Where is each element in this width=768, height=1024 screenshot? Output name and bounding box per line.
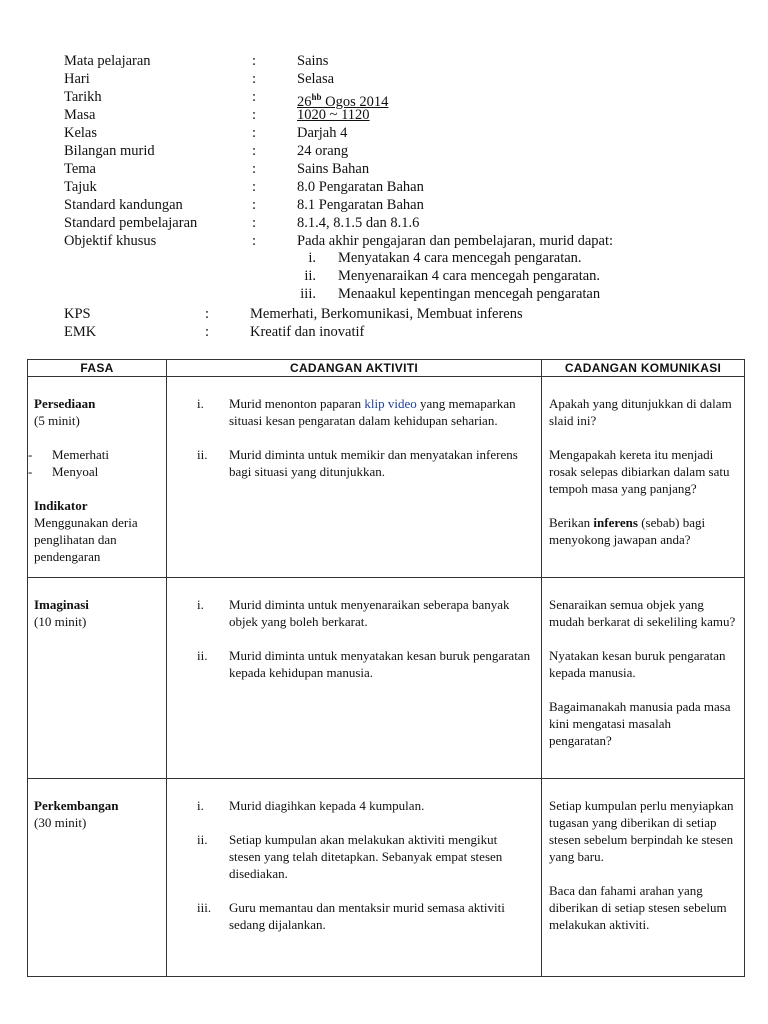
aktiviti-cell <box>167 578 542 779</box>
komunikasi-cell <box>542 779 745 977</box>
header-value: Pada akhir pengajaran dan pembelajaran, murid dapat: <box>297 233 614 249</box>
header-value: Sains Bahan <box>297 161 370 177</box>
fasa-time: (30 minit) <box>34 815 87 830</box>
header-value: 1020 ~ 1120 <box>297 107 370 123</box>
objective-number: i. <box>308 250 316 266</box>
activity-number: i. <box>197 597 204 612</box>
komunikasi-text <box>549 514 736 548</box>
header-colon: : <box>252 215 257 231</box>
table-row <box>28 578 745 779</box>
klip-video-link[interactable]: klip video <box>364 396 417 411</box>
date-rest: Ogos 2014 <box>321 93 389 110</box>
activity-text: Setiap kumpulan akan melakukan aktiviti mengikut stesen yang telah ditetapkan. Sebanyak empat stesen disediakan. <box>229 832 503 881</box>
header-colon: : <box>252 53 257 69</box>
activity-item <box>173 797 535 814</box>
komunikasi-text-part: Berikan <box>549 515 594 530</box>
komunikasi-text: Senaraikan semua objek yang mudah berkarat di sekeliling kamu? <box>549 597 736 629</box>
table-row <box>28 779 745 977</box>
activity-number: iii. <box>197 900 212 915</box>
header-colon: : <box>252 179 257 195</box>
komunikasi-text: Apakah yang ditunjukkan di dalam slaid ini? <box>549 396 732 428</box>
lesson-plan-table <box>27 359 745 977</box>
header-label: Tajuk <box>64 179 97 195</box>
table-header-row <box>28 360 745 377</box>
fasa-name: Persediaan <box>34 396 96 411</box>
fasa-time: (5 minit) <box>34 413 80 428</box>
header-colon: : <box>252 89 257 105</box>
activity-item <box>173 831 535 882</box>
inferens-bold: inferens <box>593 515 638 530</box>
activity-number: ii. <box>197 447 208 462</box>
indikator-text: Menggunakan deria penglihatan dan pendengaran <box>34 515 138 564</box>
indikator-label: Indikator <box>34 498 88 513</box>
activity-item <box>173 647 535 681</box>
table-row <box>28 377 745 578</box>
emk-label: EMK <box>64 324 97 340</box>
fasa-skill-text: Memerhati <box>52 447 110 462</box>
aktiviti-cell <box>167 377 542 578</box>
activity-number: ii. <box>197 832 208 847</box>
komunikasi-text: Nyatakan kesan buruk pengaratan kepada manusia. <box>549 648 726 680</box>
fasa-name: Imaginasi <box>34 597 89 612</box>
objective-number: iii. <box>300 286 316 302</box>
activity-text: Murid diminta untuk menyatakan kesan buruk pengaratan kepada kehidupan manusia. <box>229 648 531 680</box>
header-label: Tema <box>64 161 96 177</box>
fasa-cell <box>28 377 167 578</box>
activity-text-part: yang memaparkan situasi kesan pengaratan dalam kehidupan seharian. <box>229 396 516 428</box>
komunikasi-text: Baca dan fahami arahan yang diberikan di setiap stesen sebelum melakukan aktiviti. <box>549 883 727 932</box>
header-value: Darjah 4 <box>297 125 348 141</box>
column-header-fasa: FASA <box>28 360 167 377</box>
activity-item <box>173 395 535 429</box>
column-header-aktiviti: CADANGAN AKTIVITI <box>167 360 542 377</box>
fasa-cell <box>28 779 167 977</box>
activity-text: Murid diagihkan kepada 4 kumpulan. <box>229 798 425 813</box>
emk-colon: : <box>205 324 210 340</box>
header-label: Masa <box>64 107 96 123</box>
activity-number: i. <box>197 798 204 813</box>
header-value: 8.1 Pengaratan Bahan <box>297 197 424 213</box>
activity-text: Guru memantau dan mentaksir murid semasa aktiviti sedang dijalankan. <box>229 900 505 932</box>
header-label: Hari <box>64 71 90 87</box>
activity-number: ii. <box>197 648 208 663</box>
header-colon: : <box>252 143 257 159</box>
activity-text: Murid diminta untuk menyenaraikan seberapa banyak objek yang boleh berkarat. <box>229 597 510 629</box>
activity-text <box>229 395 535 429</box>
objective-text: Menyenaraikan 4 cara mencegah pengaratan. <box>338 268 601 284</box>
header-colon: : <box>252 197 257 213</box>
header-colon: : <box>252 107 257 123</box>
aktiviti-cell <box>167 779 542 977</box>
header-label: Mata pelajaran <box>64 53 151 69</box>
komunikasi-text: Bagaimanakah manusia pada masa kini mengatasi masalah pengaratan? <box>549 699 731 748</box>
komunikasi-text-part: (sebab) bagi menyokong jawapan anda? <box>549 515 706 547</box>
fasa-name: Perkembangan <box>34 798 119 813</box>
header-colon: : <box>252 161 257 177</box>
emk-value: Kreatif dan inovatif <box>250 324 365 340</box>
column-header-komunikasi: CADANGAN KOMUNIKASI <box>542 360 745 377</box>
fasa-time: (10 minit) <box>34 614 87 629</box>
date-day: 26 <box>297 93 312 110</box>
date-suffix: hb <box>311 92 322 102</box>
header-label: Standard kandungan <box>64 197 183 213</box>
header-label: Tarikh <box>64 89 102 105</box>
kps-value: Memerhati, Berkomunikasi, Membuat inferens <box>250 306 523 322</box>
header-value: 8.1.4, 8.1.5 dan 8.1.6 <box>297 215 420 231</box>
header-value: 24 orang <box>297 143 349 159</box>
header-colon: : <box>252 233 257 249</box>
header-label: Objektif khusus <box>64 233 157 249</box>
header-label: Kelas <box>64 125 98 141</box>
activity-number: i. <box>197 396 204 411</box>
fasa-skill: - Memerhati <box>28 447 110 462</box>
header-label: Bilangan murid <box>64 143 155 159</box>
activity-item <box>173 446 535 480</box>
fasa-cell <box>28 578 167 779</box>
fasa-skill: - Menyoal <box>28 464 99 479</box>
header-label: Standard pembelajaran <box>64 215 198 231</box>
kps-colon: : <box>205 306 210 322</box>
kps-label: KPS <box>64 306 91 322</box>
komunikasi-cell <box>542 377 745 578</box>
header-value: Sains <box>297 53 329 69</box>
fasa-skill-text: Menyoal <box>52 464 99 479</box>
objective-number: ii. <box>304 268 316 284</box>
header-value: 8.0 Pengaratan Bahan <box>297 179 424 195</box>
komunikasi-cell <box>542 578 745 779</box>
komunikasi-text: Mengapakah kereta itu menjadi rosak selepas dibiarkan dalam satu tempoh masa yang panjang? <box>549 447 730 496</box>
activity-item <box>173 596 535 630</box>
activity-item <box>173 899 535 933</box>
header-colon: : <box>252 125 257 141</box>
header-value: Selasa <box>297 71 335 87</box>
activity-text-part: Murid menonton paparan <box>229 396 365 411</box>
activity-text: Murid diminta untuk memikir dan menyatakan inferens bagi situasi yang ditunjukkan. <box>229 447 518 479</box>
objective-text: Menyatakan 4 cara mencegah pengaratan. <box>338 250 582 266</box>
komunikasi-text: Setiap kumpulan perlu menyiapkan tugasan yang diberikan di setiap stesen sebelum berpindah ke stesen yang baru. <box>549 798 734 864</box>
header-colon: : <box>252 71 257 87</box>
objective-text: Menaakul kepentingan mencegah pengaratan <box>338 286 601 302</box>
